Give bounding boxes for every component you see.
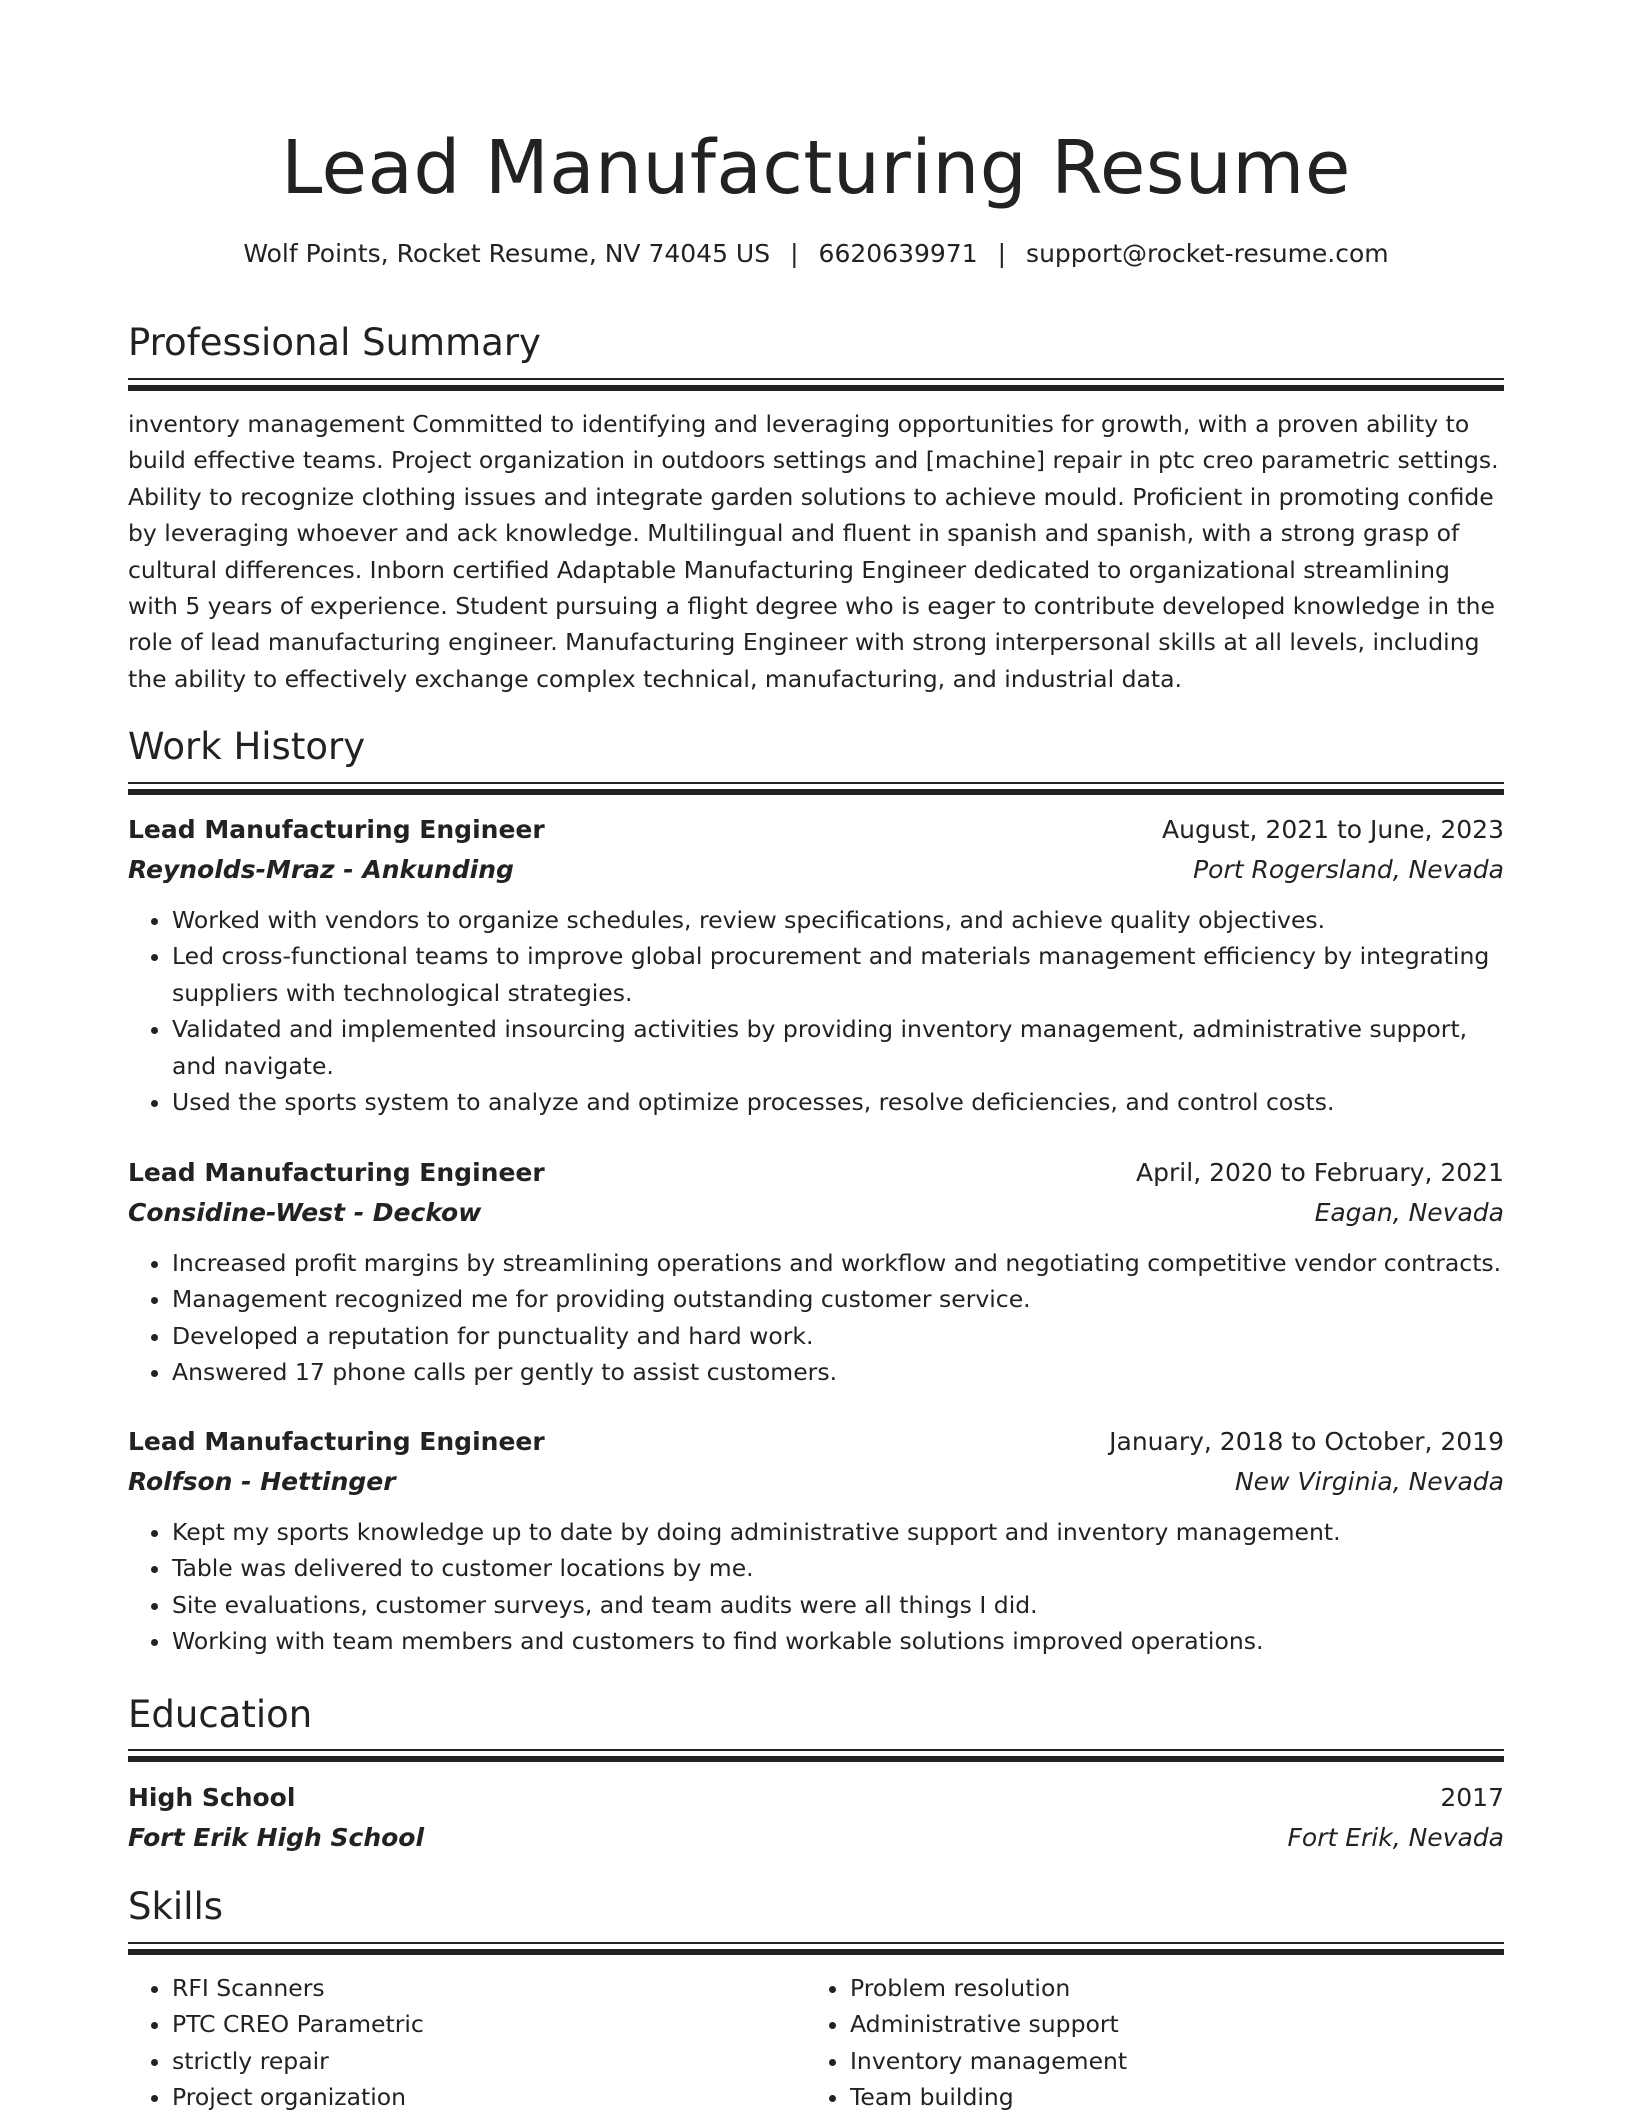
job-title-row (128, 1153, 1504, 1193)
contact-address: Wolf Points, Rocket Resume, NV 74045 US (243, 239, 771, 268)
education-title-row (128, 1778, 1504, 1818)
skills-column-left (128, 1970, 788, 2116)
resume-title: Lead Manufacturing Resume (281, 125, 1351, 211)
job-company: Considine-West - Deckow (128, 1198, 482, 1227)
job-location: New Virginia, Nevada (1234, 1467, 1504, 1496)
section-title-summary: Professional Summary (128, 321, 541, 364)
education-location: Fort Erik, Nevada (1287, 1823, 1504, 1852)
job-position: Lead Manufacturing Engineer (128, 1158, 545, 1187)
job-bullet: • Site evaluations, customer surveys, and team audits were all things I did. (172, 1587, 1504, 1623)
contact-separator: | (997, 239, 1007, 268)
job-bullet-list (128, 902, 1504, 1120)
section-title-work-history: Work History (128, 725, 366, 768)
skill-item: • Administrative support (850, 2006, 1466, 2042)
job-bullet-list (128, 1245, 1504, 1391)
section-divider (128, 378, 1504, 391)
job-entry (128, 810, 1504, 1120)
education-school-row (128, 1818, 1504, 1858)
skill-item: • strictly repair (172, 2043, 788, 2079)
job-dates: April, 2020 to February, 2021 (1136, 1158, 1504, 1187)
job-bullet: • Table was delivered to customer locations by me. (172, 1550, 1504, 1586)
skills-column-right (806, 1970, 1466, 2116)
skill-item: • Problem resolution (850, 1970, 1466, 2006)
job-dates: August, 2021 to June, 2023 (1162, 815, 1504, 844)
skills-list (806, 1970, 1466, 2116)
job-entry (128, 1153, 1504, 1391)
job-bullet: • Worked with vendors to organize schedules, review specifications, and achieve quality objectives. (172, 902, 1504, 938)
contact-phone: 6620639971 (818, 239, 978, 268)
job-bullet: • Management recognized me for providing outstanding customer service. (172, 1281, 1504, 1317)
job-bullet: • Developed a reputation for punctuality and hard work. (172, 1318, 1504, 1354)
contact-line (128, 236, 1504, 272)
skill-item: • Team building (850, 2079, 1466, 2115)
section-title-education: Education (128, 1693, 313, 1736)
job-company-row (128, 850, 1504, 890)
skill-item: • Inventory management (850, 2043, 1466, 2079)
job-bullet: • Used the sports system to analyze and optimize processes, resolve deficiencies, and control costs. (172, 1084, 1504, 1120)
section-title-skills: Skills (128, 1885, 224, 1928)
job-company-row (128, 1193, 1504, 1233)
contact-email: support@rocket-resume.com (1026, 239, 1389, 268)
skill-item: • PTC CREO Parametric (172, 2006, 788, 2042)
skill-item: • Project organization (172, 2079, 788, 2115)
section-divider (128, 1942, 1504, 1955)
skills-list (128, 1970, 788, 2116)
education-entry (128, 1778, 1504, 1858)
section-divider (128, 1749, 1504, 1762)
contact-separator: | (790, 239, 799, 268)
job-company-row (128, 1462, 1504, 1502)
job-location: Eagan, Nevada (1314, 1198, 1504, 1227)
job-company: Rolfson - Hettinger (128, 1467, 396, 1496)
job-bullet: • Validated and implemented insourcing activities by providing inventory management, administrative support, and navigate. (172, 1011, 1504, 1084)
education-year: 2017 (1440, 1783, 1504, 1812)
job-bullet: • Led cross-functional teams to improve global procurement and materials management efficiency by integrating suppliers with technological strategies. (172, 938, 1504, 1011)
job-position: Lead Manufacturing Engineer (128, 1427, 545, 1456)
job-bullet: • Increased profit margins by streamlining operations and workflow and negotiating competitive vendor contracts. (172, 1245, 1504, 1281)
job-title-row (128, 1422, 1504, 1462)
education-degree: High School (128, 1783, 296, 1812)
job-location: Port Rogersland, Nevada (1193, 855, 1504, 884)
job-bullet-list (128, 1514, 1504, 1660)
job-title-row (128, 810, 1504, 850)
skill-item: • RFI Scanners (172, 1970, 788, 2006)
education-school: Fort Erik High School (128, 1823, 425, 1852)
section-divider (128, 782, 1504, 795)
summary-text: inventory management Committed to identifying and leveraging opportunities for growth, with a proven ability to build effective teams. Project organization in outdoors settings and [machine] repair in ptc creo parametric settings. Ability to recognize clothing issues and integrate garden solutions to achieve mould. Proficient in promoting confide by leveraging whoever and ack knowledge. Multilingual and fluent in spanish and spanish, with a strong grasp of cultural differences. Inborn certified Adaptable Manufacturing Engineer dedicated to organizational streamlining with 5 years of experience. Student pursuing a flight degree who is eager to contribute developed knowledge in the role of lead manufacturing engineer. Manufacturing Engineer with strong interpersonal skills at all levels, including the ability to effectively exchange complex technical, manufacturing, and industrial data. (128, 410, 1499, 693)
job-entry (128, 1422, 1504, 1660)
job-company: Reynolds-Mraz - Ankunding (128, 855, 514, 884)
job-bullet: • Kept my sports knowledge up to date by doing administrative support and inventory management. (172, 1514, 1504, 1550)
job-position: Lead Manufacturing Engineer (128, 815, 545, 844)
job-bullet: • Answered 17 phone calls per gently to assist customers. (172, 1354, 1504, 1390)
job-bullet: • Working with team members and customers to find workable solutions improved operations. (172, 1623, 1504, 1659)
job-dates: January, 2018 to October, 2019 (1109, 1427, 1504, 1456)
